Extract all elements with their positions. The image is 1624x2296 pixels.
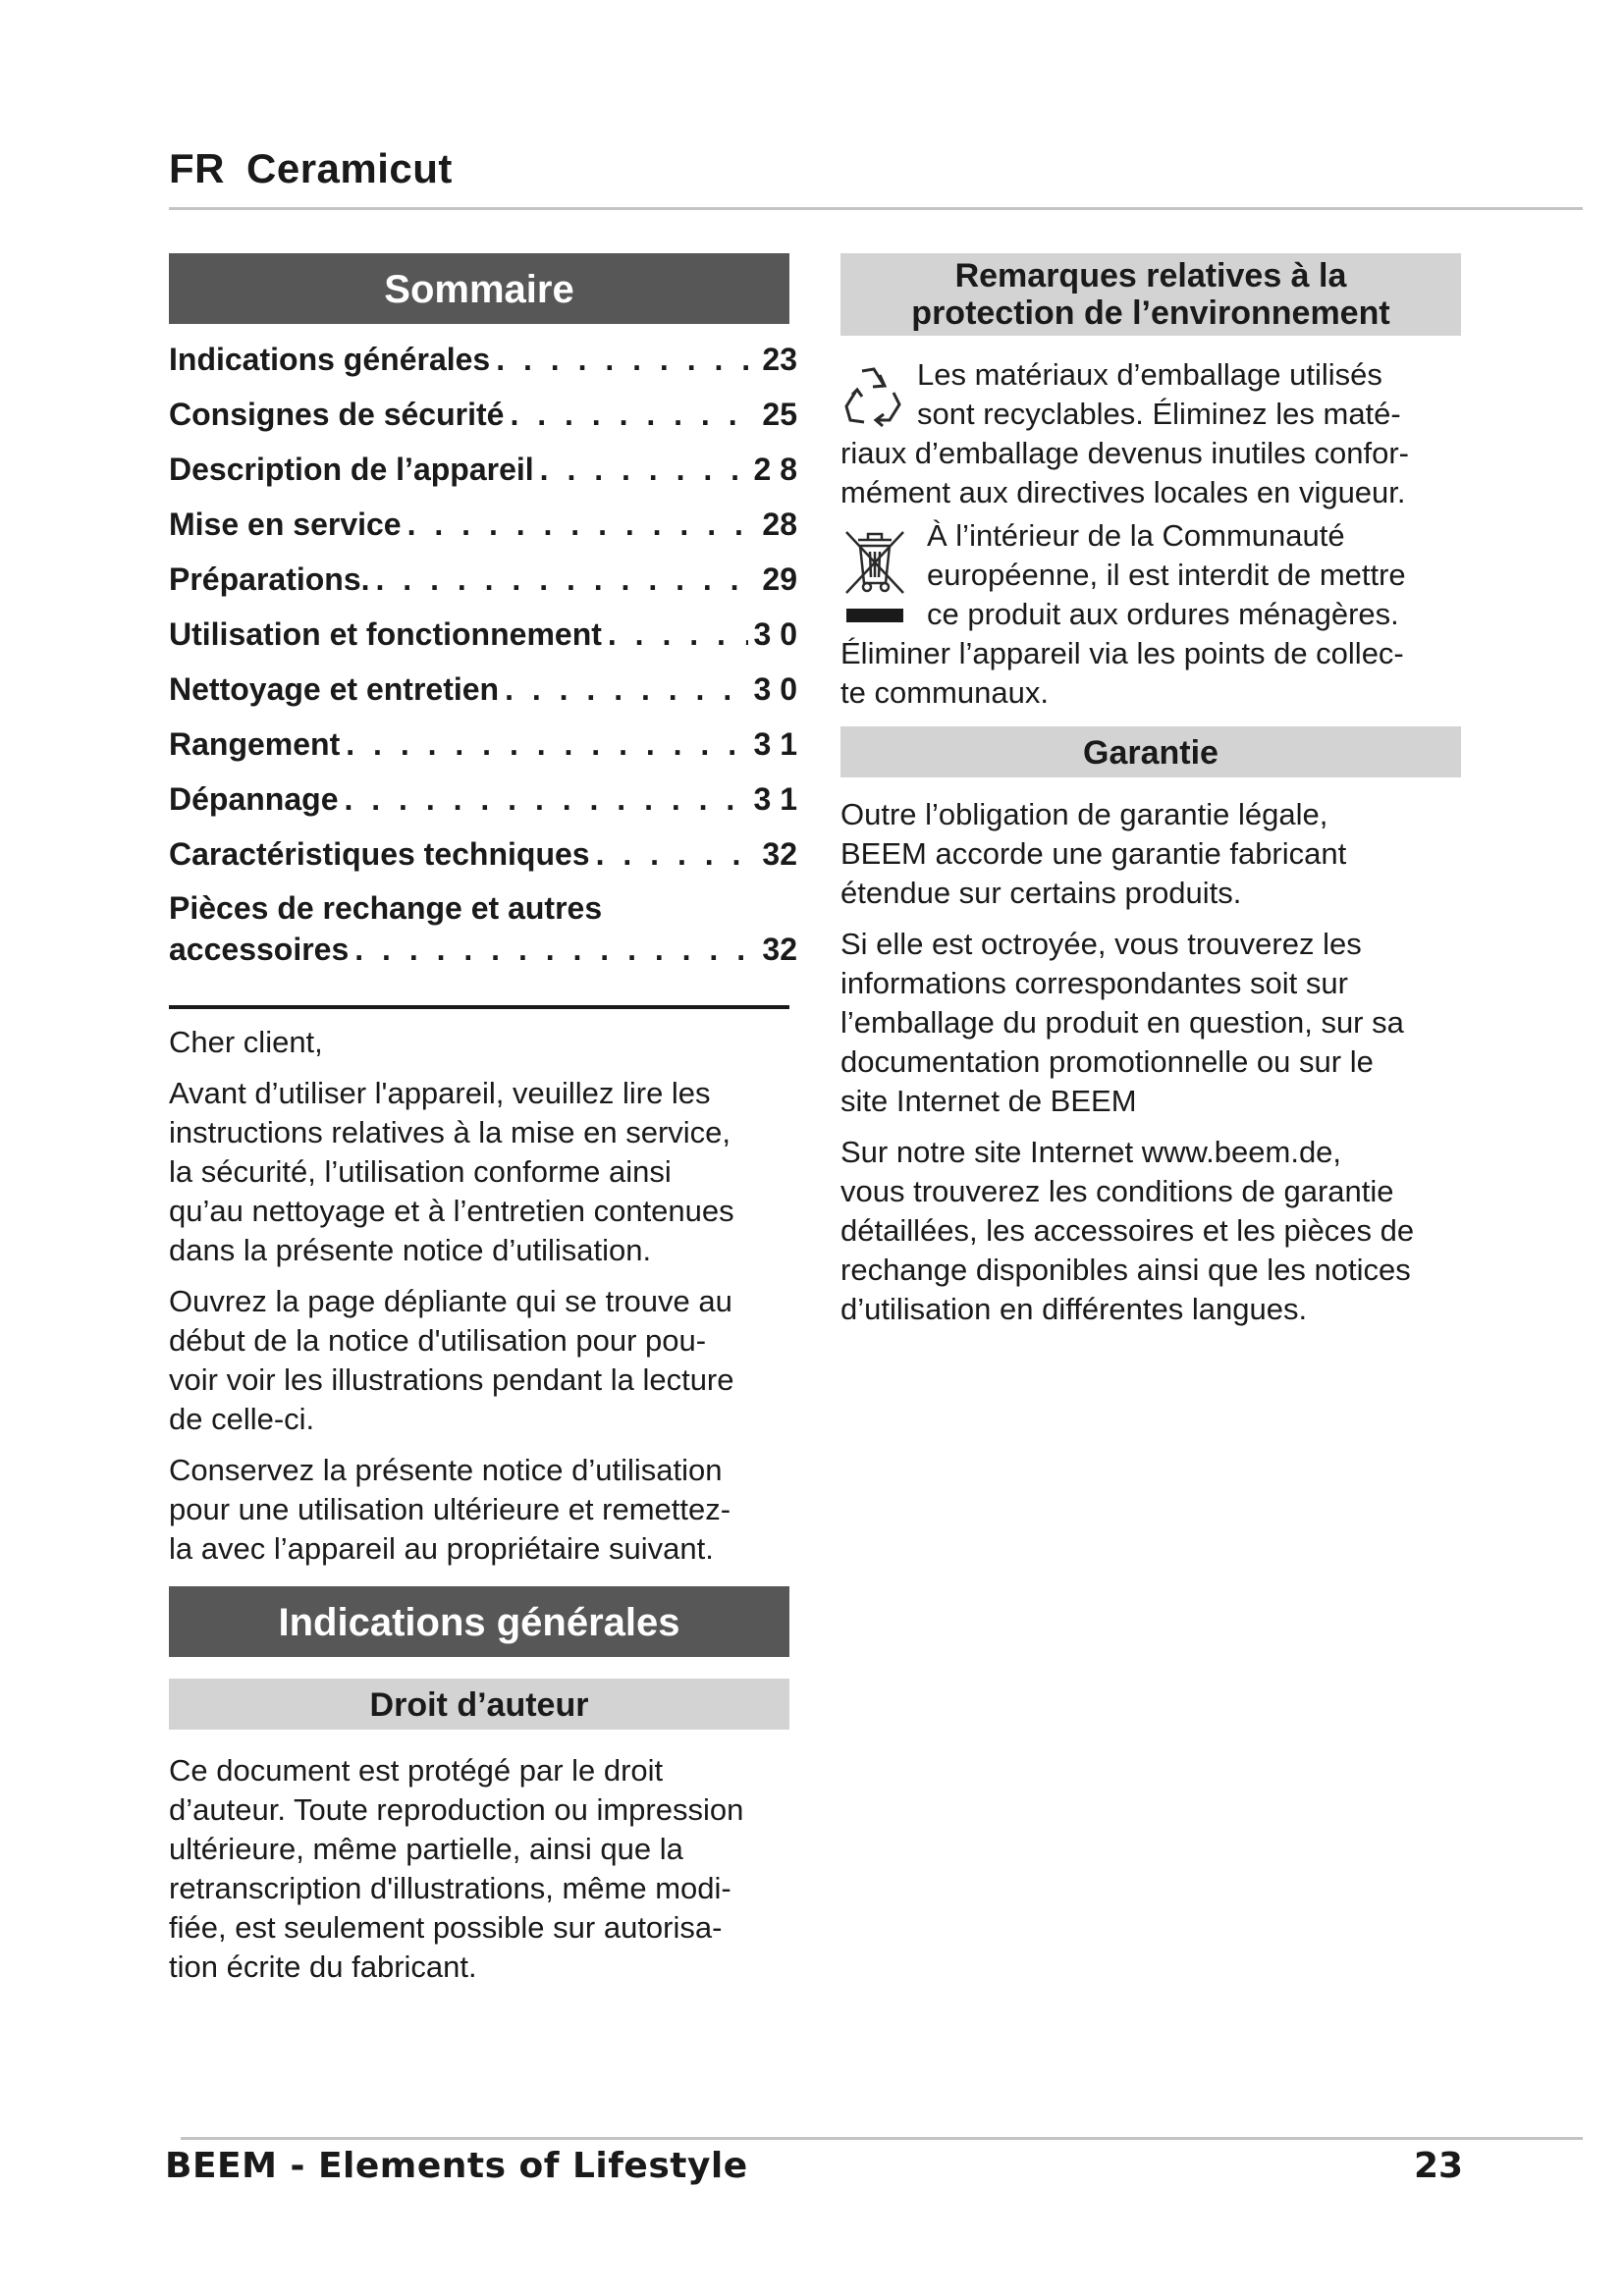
toc-entry-page: 3 1	[753, 781, 797, 817]
toc-entry-label: Utilisation et fonctionnement	[169, 616, 602, 652]
text-line: détaillées, les accessoires et les pièces de	[840, 1213, 1415, 1248]
text-line: Si elle est octroyée, vous trouverez les	[840, 927, 1362, 961]
toc-leader	[540, 442, 748, 497]
crossed-bin-icon	[840, 522, 909, 633]
intro-paragraph	[169, 1451, 797, 1569]
toc-entry-label: Dépannage	[169, 781, 339, 817]
text-line: dans la présente notice d’utilisation.	[169, 1233, 652, 1267]
toc-divider	[169, 1005, 789, 1009]
toc-entry[interactable]	[169, 827, 797, 881]
language-code: FR	[169, 145, 225, 191]
text-line: fiée, est seulement possible sur autorisa-	[169, 1910, 723, 1945]
page-header	[169, 145, 453, 192]
toc-entry-label: Préparations.	[169, 561, 370, 597]
text-line: européenne, il est interdit de mettre	[927, 558, 1406, 592]
salutation: Cher client,	[169, 1025, 323, 1059]
product-title: Ceramicut	[246, 145, 453, 191]
warranty-paragraph	[840, 925, 1469, 1121]
header-divider	[169, 207, 1583, 210]
toc-entry-label: Description de l’appareil	[169, 452, 534, 487]
toc-leader	[376, 552, 757, 607]
toc-leader	[505, 662, 747, 717]
weee-note	[840, 516, 1469, 713]
recycle-icon	[840, 363, 907, 435]
toc-entry-label: Consignes de sécurité	[169, 397, 505, 432]
text-line: Outre l’obligation de garantie légale,	[840, 797, 1328, 831]
intro-paragraph	[169, 1282, 797, 1439]
toc-entry[interactable]	[169, 887, 797, 970]
footer-divider	[181, 2137, 1583, 2140]
toc-leader	[346, 717, 747, 772]
text-line: d’auteur. Toute reproduction ou impression	[169, 1792, 744, 1827]
toc-entry-page: 23	[762, 342, 797, 377]
text-line: vous trouverez les conditions de garantie	[840, 1174, 1394, 1208]
toc-entry-label: Indications générales	[169, 342, 491, 377]
text-line: la sécurité, l’utilisation conforme ainsi	[169, 1154, 672, 1189]
section-heading-general: Indications générales	[169, 1586, 789, 1657]
toc-entry-page: 3 0	[753, 671, 797, 707]
text-line: Ouvrez la page dépliante qui se trouve au	[169, 1284, 732, 1318]
text-line: Avant d’utiliser l'appareil, veuillez lire les	[169, 1076, 711, 1110]
toc-entry-label: Mise en service	[169, 507, 402, 542]
toc-leader	[354, 929, 756, 970]
toc-entry-page: 32	[762, 836, 797, 872]
text-line: riaux d’emballage devenus inutiles confor-	[840, 436, 1409, 470]
intro-paragraph	[169, 1074, 797, 1270]
section-heading-environment	[840, 253, 1461, 336]
recycling-note	[840, 355, 1469, 512]
copyright-paragraph	[169, 1751, 797, 1987]
text-line: Conservez la présente notice d’utilisation	[169, 1453, 723, 1487]
text-line: d’utilisation en différentes langues.	[840, 1292, 1308, 1326]
toc-leader	[596, 827, 757, 881]
toc-leader	[608, 607, 748, 662]
text-line: de celle-ci.	[169, 1402, 315, 1436]
warranty-paragraph	[840, 1133, 1469, 1329]
toc-entry-label: Rangement	[169, 726, 341, 762]
table-of-contents	[169, 332, 797, 970]
text-line: sont recyclables. Éliminez les maté-	[917, 397, 1401, 431]
text-line: Sur notre site Internet www.beem.de,	[840, 1135, 1342, 1169]
text-line: voir voir les illustrations pendant la lecture	[169, 1362, 734, 1397]
toc-entry[interactable]	[169, 497, 797, 552]
text-line: début de la notice d'utilisation pour pou-	[169, 1323, 707, 1358]
toc-entry[interactable]	[169, 442, 797, 497]
warranty-paragraph	[840, 795, 1469, 913]
text-line: retranscription d'illustrations, même modi-	[169, 1871, 731, 1905]
text-line: tion écrite du fabricant.	[169, 1949, 477, 1984]
toc-entry[interactable]	[169, 387, 797, 442]
text-line: Éliminer l’appareil via les points de collec-	[840, 636, 1404, 670]
toc-entry-page: 28	[762, 507, 797, 542]
toc-entry-label: Pièces de rechange et autres	[169, 890, 603, 926]
toc-entry-page: 3 0	[753, 616, 797, 652]
toc-leader	[407, 497, 757, 552]
text-line: documentation promotionnelle ou sur le	[840, 1044, 1374, 1079]
toc-leader	[510, 387, 756, 442]
toc-entry-label: Nettoyage et entretien	[169, 671, 500, 707]
subsection-heading-copyright: Droit d’auteur	[169, 1679, 789, 1730]
toc-entry[interactable]	[169, 332, 797, 387]
text-line: qu’au nettoyage et à l’entretien contenues	[169, 1194, 734, 1228]
text-line: l’emballage du produit en question, sur sa	[840, 1005, 1404, 1040]
text-line: À l’intérieur de la Communauté	[927, 518, 1345, 553]
toc-entry-label: Caractéristiques techniques	[169, 836, 590, 872]
text-line: te communaux.	[840, 675, 1049, 710]
toc-entry-label: accessoires	[169, 932, 350, 967]
text-line: la avec l’appareil au propriétaire suivant.	[169, 1531, 714, 1566]
toc-leader	[496, 332, 756, 387]
toc-entry[interactable]	[169, 607, 797, 662]
text-line: ultérieure, même partielle, ainsi que la	[169, 1832, 683, 1866]
text-line: Les matériaux d’emballage utilisés	[917, 357, 1382, 392]
toc-entry-page: 25	[762, 397, 797, 432]
text-line: instructions relatives à la mise en service,	[169, 1115, 731, 1149]
right-column	[840, 253, 1469, 1329]
footer-brand: BEEM - Elements of Lifestyle	[165, 2146, 748, 2186]
text-line: Ce document est protégé par le droit	[169, 1753, 664, 1788]
text-line: étendue sur certains produits.	[840, 876, 1242, 910]
toc-entry[interactable]	[169, 662, 797, 717]
left-column	[169, 253, 797, 1987]
heading-line: Remarques relatives à la	[954, 257, 1347, 294]
text-line: BEEM accorde une garantie fabricant	[840, 836, 1347, 871]
toc-leader	[344, 772, 747, 827]
page-number: 23	[1414, 2146, 1464, 2186]
text-line: mément aux directives locales en vigueur.	[840, 475, 1406, 509]
toc-entry[interactable]	[169, 552, 797, 607]
toc-entry-page: 3 1	[753, 726, 797, 762]
heading-line: protection de l’environnement	[911, 294, 1390, 332]
toc-entry-page: 29	[762, 561, 797, 597]
section-heading-warranty: Garantie	[840, 726, 1461, 777]
text-line: ce produit aux ordures ménagères.	[927, 597, 1399, 631]
toc-entry-page: 32	[762, 932, 797, 967]
toc-entry[interactable]	[169, 772, 797, 827]
text-line: informations correspondantes soit sur	[840, 966, 1348, 1000]
text-line: rechange disponibles ainsi que les notices	[840, 1253, 1411, 1287]
toc-entry[interactable]	[169, 717, 797, 772]
toc-entry-page: 2 8	[753, 452, 797, 487]
toc-heading: Sommaire	[169, 253, 789, 324]
text-line: site Internet de BEEM	[840, 1084, 1137, 1118]
text-line: pour une utilisation ultérieure et remettez-	[169, 1492, 731, 1526]
